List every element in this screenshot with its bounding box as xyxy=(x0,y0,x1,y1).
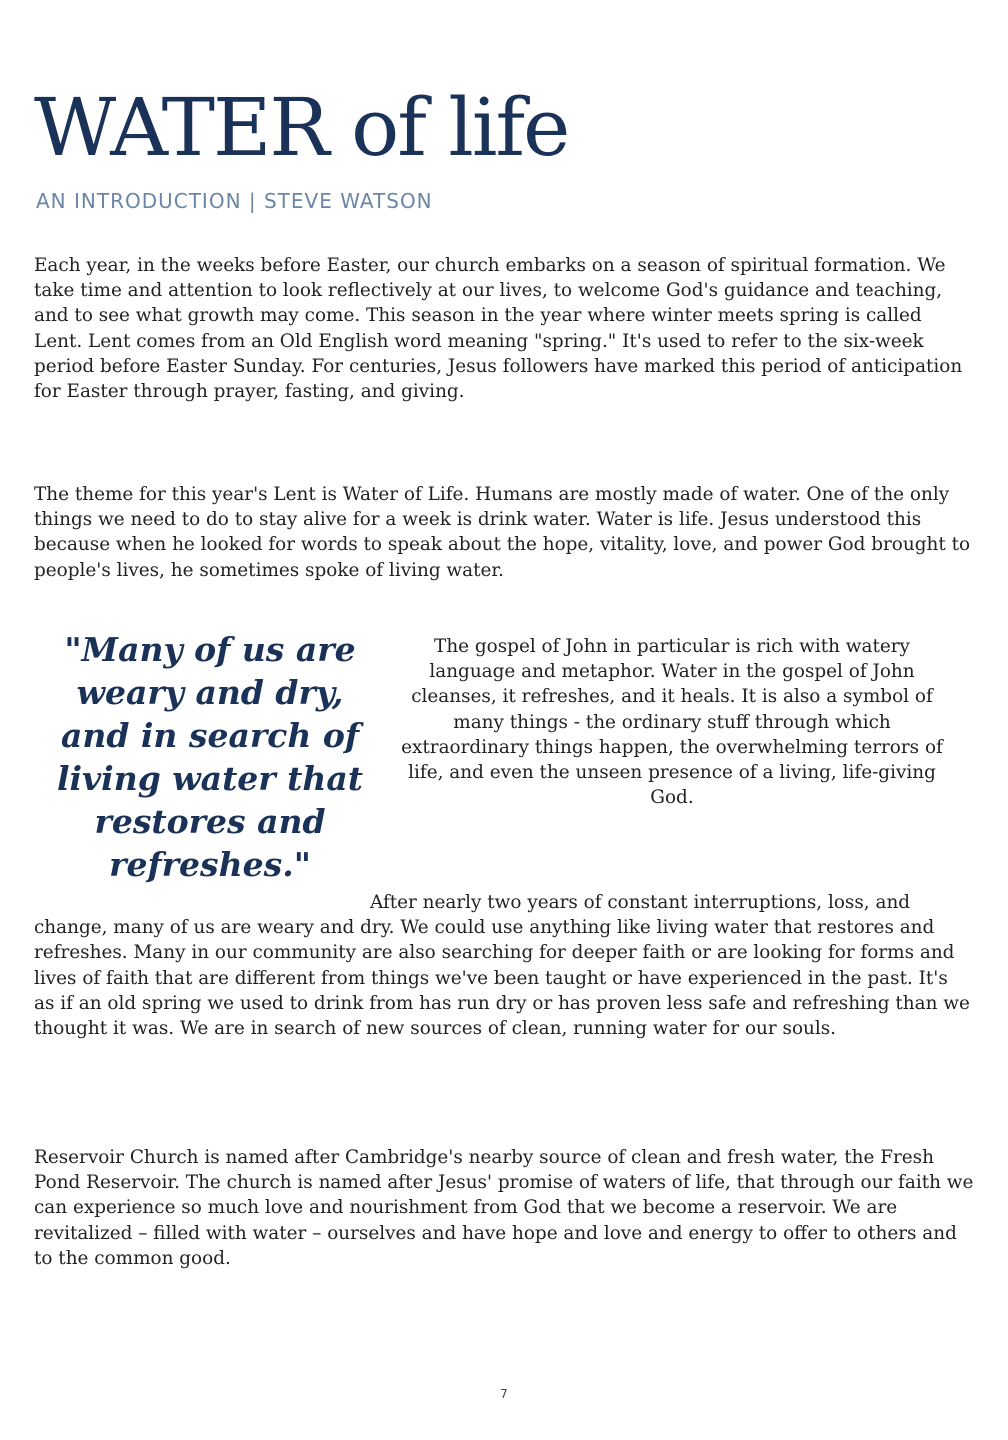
paragraph-theme: The theme for this year's Lent is Water of Life. Humans are mostly made of water. One of the only things we need to do to stay alive for a week is drink water. Water is life. Jesus understood this because when he looked for words to speak about the hope, vitality, love, and power God brought to people's lives, he sometimes spoke of living water. xyxy=(34,484,971,581)
paragraph-weary-and-dry xyxy=(34,890,974,1041)
page-subtitle: AN INTRODUCTION | STEVE WATSON xyxy=(36,189,433,213)
paragraph-weary-and-dry-text: After nearly two years of constant interruptions, loss, and change, many of us are weary and dry. We could use anything like living water that restores and refreshes. Many in our community are also searching for deeper faith or are looking for forms and lives of faith that are different from things we've been taught or have experienced in the past. It's as if an old spring we used to drink from has run dry or has proven less safe and refreshing than we thought it was. We are in search of new sources of clean, running water for our souls. xyxy=(34,892,970,1040)
paragraph-lent-intro: Each year, in the weeks before Easter, our church embarks on a season of spiritual formation. We take time and attention to look reflectively at our lives, to welcome God's guidance and teaching, and to see what growth may come. This season in the year where winter meets spring is called Lent. Lent comes from an Old English word meaning "spring." It's used to refer to the six-week period before Easter Sunday. For centuries, Jesus followers have marked this period of anticipation for Easter through prayer, fasting, and giving. xyxy=(34,255,963,403)
page-title: WATER of life xyxy=(34,81,569,174)
paragraph-gospel-of-john: The gospel of John in particular is rich with watery language and metaphor. Water in the gospel of John cleanses, it refreshes, and it heals. It is also a symbol of many things - the ordinary stuff through which extraordinary things happen, the overwhelming terrors of life, and even the unseen presence of a living, life-giving God. xyxy=(401,636,943,809)
wrap-indent xyxy=(34,907,370,908)
paragraph-reservoir-church: Reservoir Church is named after Cambridge's nearby source of clean and fresh water, the Fresh Pond Reservoir. The church is named after Jesus' promise of waters of life, that through our faith we can experience so much love and nourishment from God that we become a reservoir. We are revitalized – filled with water – ourselves and have hope and love and energy to offer to others and to the common good. xyxy=(34,1147,974,1269)
page-number: 7 xyxy=(500,1387,508,1401)
pull-quote: "Many of us are weary and dry, and in search of living water that restores and refreshes." xyxy=(56,630,364,884)
